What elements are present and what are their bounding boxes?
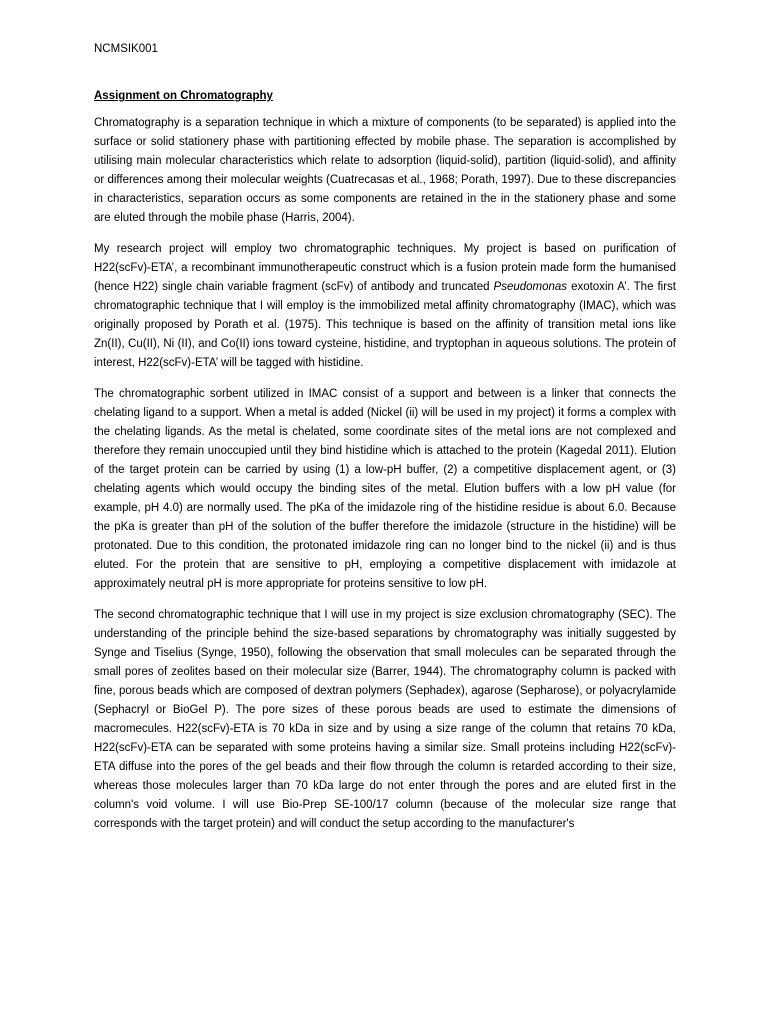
paragraph-research-project-end: exotoxin A’. The first chromatographic technique that I will employ is the immobilized metal affinity chromatography (IMAC), which was originally proposed by Porath et al. (1975). This technique is based on the affinity of transition metal ions like Zn(II), Cu(II), Ni (II), and Co(II) ions toward cysteine, histidine, and tryptophan in aqueous solutions. The protein of interest, H22(scFv)-ETA’ will be tagged with histidine. [94, 281, 676, 369]
document-id: NCMSIK001 [94, 43, 158, 55]
paragraph-imac: The chromatographic sorbent utilized in IMAC consist of a support and between is a linker that connects the chelating ligand to a support. When a metal is added (Nickel (ii) will be used in my project) it forms a complex with the chelating ligands. As the metal is chelated, some coordinate sites of the metal ions are not complexed and therefore they remain unoccupied until they bind histidine which is attached to the protein (Kagedal 2011). Elution of the target protein can be carried by using (1) a low-pH buffer, (2) a competitive displacement agent, or (3) chelating agents which would occupy the binding sites of the metal. Elution buffers with a low pH value (for example, pH 4.0) are normally used. The pKa of the imidazole ring of the histidine residue is about 6.0. Because the pKa is greater than pH of the solution of the buffer therefore the imidazole (structure in the histidine) will be protonated. Due to this condition, the protonated imidazole ring can no longer bind to the nickel (ii) and is thus eluted. For the protein that are sensitive to pH, employing a competitive displacement with imidazole at approximately neutral pH is more appropriate for proteins sensitive to low pH. [94, 388, 676, 590]
document-page [94, 40, 676, 846]
paragraph-research-project-start: My research project will employ two chromatographic techniques. My project is based on purification of H22(scFv)-ETA’, a recombinant immunotherapeutic construct which is a fusion protein made form the humanised (hence H22) single chain variable fragment (scFv) of antibody and truncated [94, 243, 676, 293]
paragraph-research-project-italic: Pseudomonas [493, 281, 568, 293]
document-title: Assignment on Chromatography [94, 90, 273, 102]
paragraph-research-project [94, 240, 676, 373]
paragraph-sec: The second chromatographic technique that I will use in my project is size exclusion chromatography (SEC). The understanding of the principle behind the size-based separations by chromatography was initially suggested by Synge and Tiselius (Synge, 1950), following the observation that small molecules can be separated through the small pores of zeolites based on their molecular size (Barrer, 1944). The chromatography column is packed with fine, porous beads which are composed of dextran polymers (Sephadex), agarose (Sepharose), or polyacrylamide (Sephacryl or BioGel P). The pore sizes of these porous beads are used to estimate the dimensions of macromecules. H22(scFv)-ETA is 70 kDa in size and by using a size range of the column that retains 70 kDa, H22(scFv)-ETA can be separated with some proteins having a similar size. Small proteins including H22(scFv)-ETA diffuse into the pores of the gel beads and their flow through the column is retarded according to their size, whereas those molecules larger than 70 kDa large do not enter through the pores and are eluted first in the column's void volume. I will use Bio-Prep SE-100/17 column (because of the molecular size range that corresponds with the target protein) and will conduct the setup according to the manufacturer's [94, 609, 676, 830]
paragraph-intro: Chromatography is a separation technique in which a mixture of components (to be separated) is applied into the surface or solid stationery phase with partitioning effected by mobile phase. The separation is accomplished by utilising main molecular characteristics which relate to adsorption (liquid-solid), partition (liquid-solid), and affinity or differences among their molecular weights (Cuatrecasas et al., 1968; Porath, 1997). Due to these discrepancies in characteristics, separation occurs as some components are retained in the in the stationery phase and some are eluted through the mobile phase (Harris, 2004). [94, 117, 676, 224]
